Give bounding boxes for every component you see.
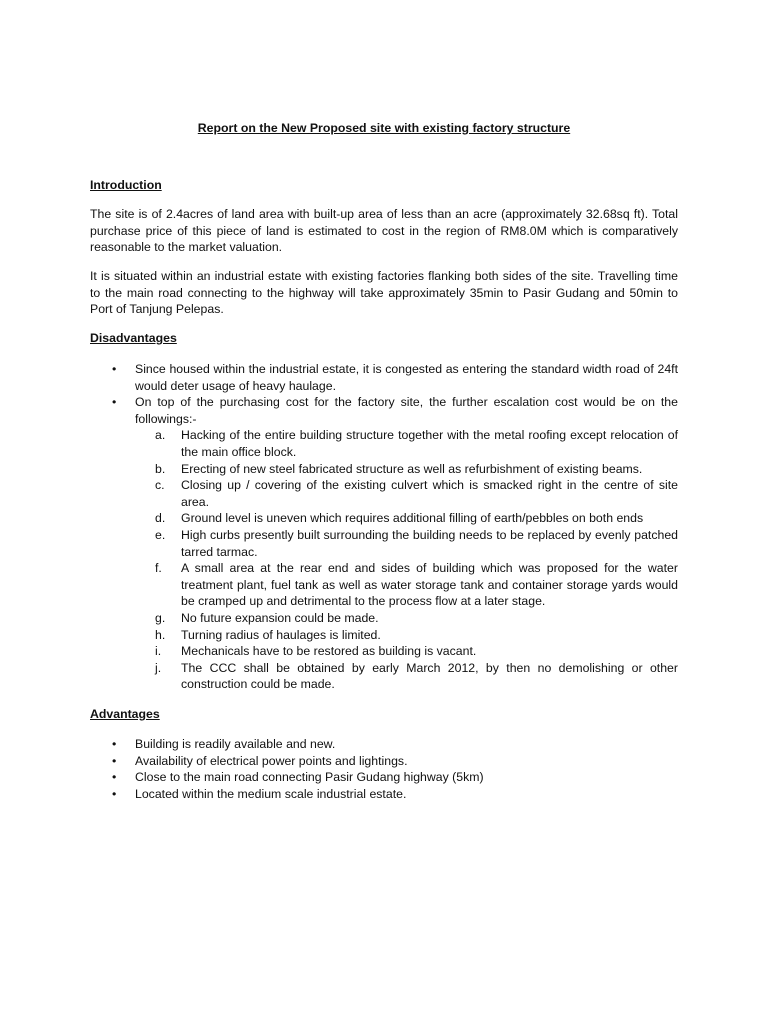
sublist-text: Ground level is uneven which requires additional filling of earth/pebbles on both ends: [181, 511, 644, 526]
introduction-paragraph-1: The site is of 2.4acres of land area with built-up area of less than an acre (approximately 32.68sq ft). Total purchase price of this piece of land is estimated to cost in the region of RM8.0M which is comparatively reasonable to the market valuation.: [90, 207, 678, 255]
sublist-marker: g.: [155, 610, 166, 625]
bullet-icon: •: [112, 786, 117, 801]
list-item: [90, 361, 678, 394]
advantages-heading: Advantages: [90, 707, 160, 721]
sublist-marker: d.: [155, 511, 166, 526]
list-item: [90, 736, 678, 753]
disadvantage-text: Since housed within the industrial estate, it is congested as entering the standard width road of 24ft would deter usage of heavy haulage.: [135, 362, 678, 393]
bullet-icon: •: [112, 737, 117, 751]
list-item: [90, 753, 678, 770]
sublist-marker: c.: [155, 478, 165, 493]
sublist-marker: b.: [155, 461, 166, 476]
sublist-marker: j.: [155, 660, 162, 675]
sublist-marker: i.: [155, 644, 162, 659]
advantage-text: Located within the medium scale industrial estate.: [135, 786, 407, 801]
escalation-cost-sublist: [135, 427, 678, 693]
sublist-text: Turning radius of haulages is limited.: [181, 627, 381, 642]
sublist-text: High curbs presently built surrounding the building needs to be replaced by evenly patched tarred tarmac.: [181, 527, 678, 559]
disadvantage-text: On top of the purchasing cost for the factory site, the further escalation cost would be on the followings:-: [135, 395, 678, 426]
report-title: Report on the New Proposed site with existing factory structure: [197, 121, 571, 135]
disadvantages-heading: Disadvantages: [90, 331, 177, 345]
introduction-paragraph-2: It is situated within an industrial estate with existing factories flanking both sides of the site. Travelling time to the main road connecting to the highway will take approximately 35min to Pasir Gudang and 50min to Port of Tanjung Pelepas.: [90, 269, 678, 317]
sublist-marker: h.: [155, 627, 166, 642]
list-item: [135, 660, 678, 693]
advantage-text: Close to the main road connecting Pasir Gudang highway (5km): [135, 770, 484, 785]
bullet-icon: •: [112, 770, 117, 785]
list-item: [135, 510, 678, 527]
list-item: [135, 427, 678, 460]
bullet-icon: •: [112, 362, 117, 376]
bullet-icon: •: [112, 395, 117, 410]
sublist-text: The CCC shall be obtained by early March 2012, by then no demolishing or other construction could be made.: [181, 660, 678, 692]
list-item: [90, 394, 678, 693]
list-item: [90, 769, 678, 786]
list-item: [135, 461, 678, 478]
sublist-text: Erecting of new steel fabricated structure as well as refurbishment of existing beams.: [181, 461, 643, 476]
sublist-text: Mechanicals have to be restored as building is vacant.: [181, 644, 477, 659]
disadvantages-list: [90, 361, 678, 693]
bullet-icon: •: [112, 753, 117, 768]
sublist-text: Closing up / covering of the existing culvert which is smacked right in the centre of site area.: [181, 478, 678, 509]
sublist-marker: e.: [155, 527, 166, 542]
list-item: [135, 560, 678, 610]
list-item: [135, 610, 678, 627]
list-item: [135, 527, 678, 560]
list-item: [135, 627, 678, 644]
list-item: [135, 477, 678, 510]
list-item: [90, 786, 678, 803]
sublist-text: A small area at the rear end and sides of building which was proposed for the water treatment plant, fuel tank as well as water storage tank and container storage yards would be cramped up and detrimental to the process flow at a later stage.: [181, 561, 678, 609]
advantages-list: [90, 736, 678, 802]
sublist-marker: f.: [155, 561, 162, 576]
sublist-marker: a.: [155, 428, 166, 443]
list-item: [135, 643, 678, 660]
introduction-heading: Introduction: [90, 178, 162, 192]
advantage-text: Availability of electrical power points and lightings.: [135, 753, 408, 768]
sublist-text: No future expansion could be made.: [181, 610, 379, 625]
advantage-text: Building is readily available and new.: [135, 737, 336, 751]
sublist-text: Hacking of the entire building structure together with the metal roofing except relocation of the main office block.: [181, 428, 678, 459]
